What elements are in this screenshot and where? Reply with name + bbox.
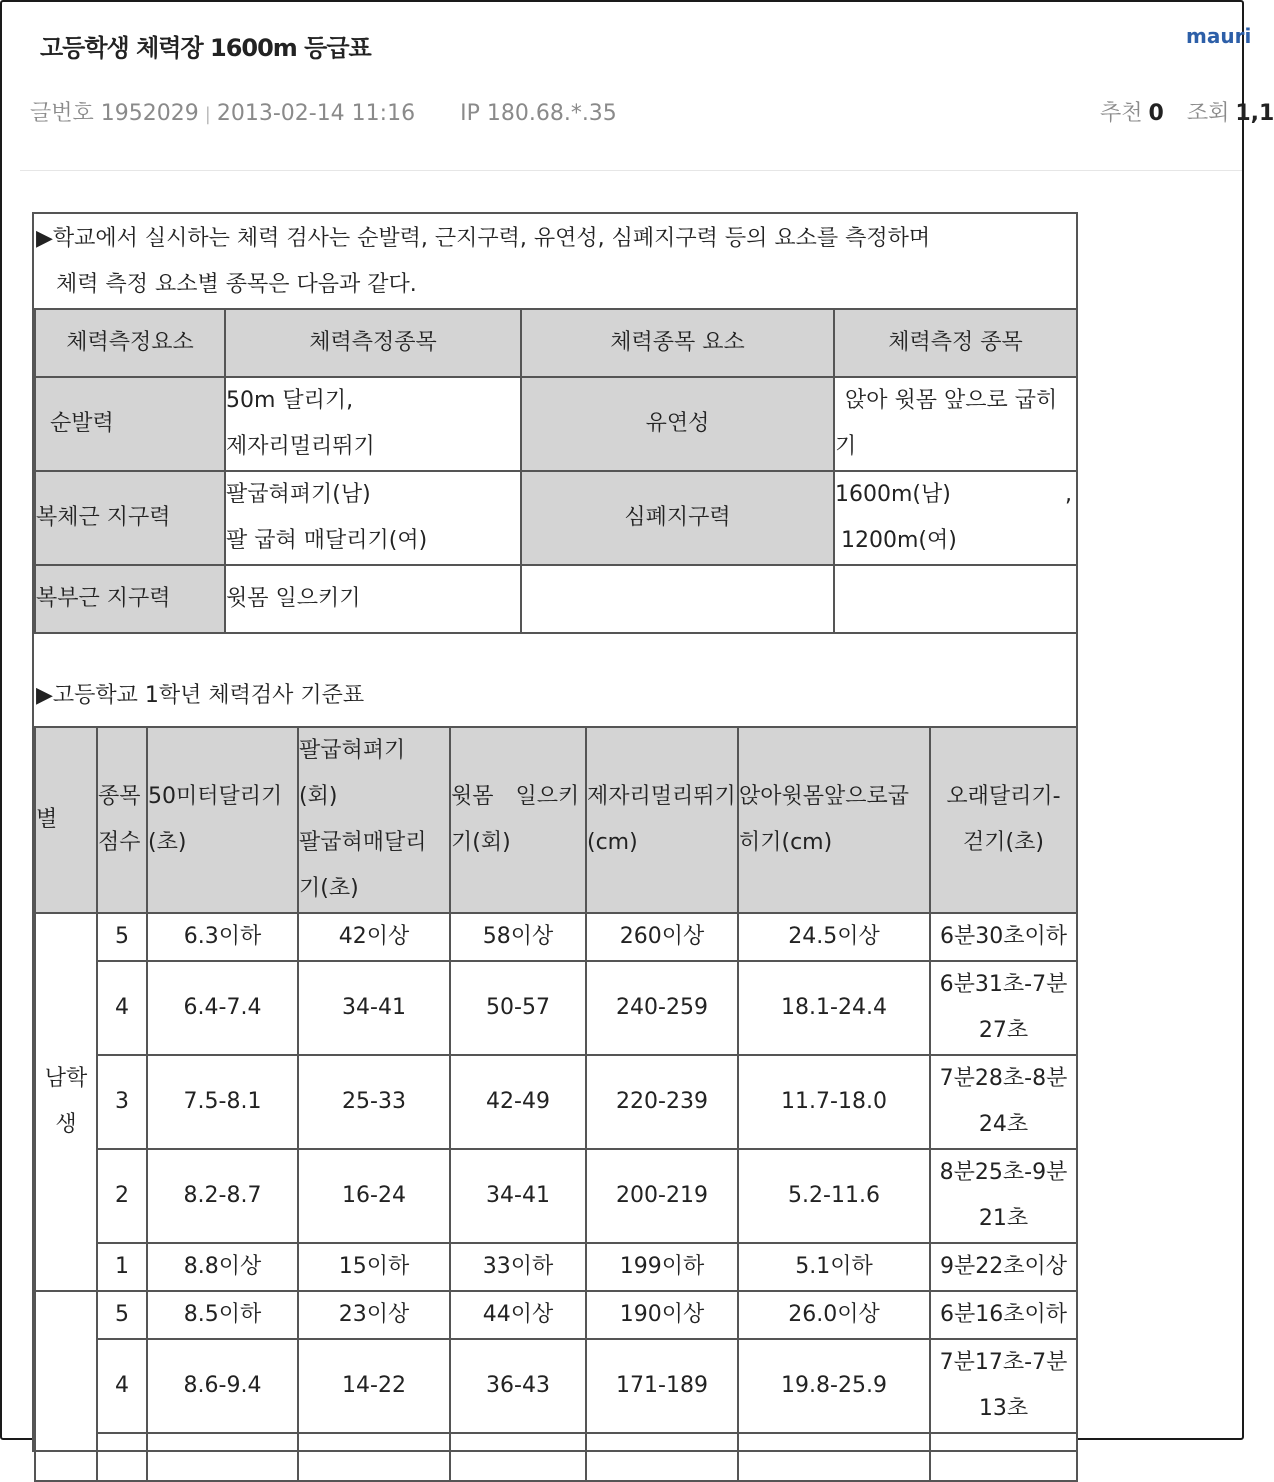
intro-line-1: ▶학교에서 실시하는 체력 검사는 순발력, 근지구력, 유연성, 심폐지구력 등의 요소를 측정하며 xyxy=(36,226,931,251)
intro-line-2: 체력 측정 요소별 종목은 다음과 같다. xyxy=(56,272,417,297)
recommend-count: 0 xyxy=(1148,101,1164,126)
item-line: 팔굽혀펴기(남) xyxy=(226,482,371,507)
intro-text xyxy=(36,216,1076,308)
value-cell: 42이상 xyxy=(298,913,450,961)
header-divider xyxy=(20,170,1242,171)
header-cell: 체력종목 요소 xyxy=(521,309,834,377)
value-cell xyxy=(930,1339,1077,1433)
header-line: 팔굽혀매달리 xyxy=(299,830,427,855)
value-cell: 33이하 xyxy=(450,1243,586,1291)
value-cell: 9분22초이상 xyxy=(930,1243,1077,1291)
value-cell: 190이상 xyxy=(586,1291,738,1339)
value-cell: 260이상 xyxy=(586,913,738,961)
post-meta xyxy=(30,96,617,127)
item-line: 기 xyxy=(835,434,857,459)
grade-table xyxy=(34,726,1078,1482)
gender-header: 별 xyxy=(35,727,97,913)
table-header-row xyxy=(35,309,1077,377)
value-cell: 58이상 xyxy=(450,913,586,961)
value-cell: 6.3이하 xyxy=(147,913,298,961)
value-cell: 23이상 xyxy=(298,1291,450,1339)
value-cell xyxy=(930,1149,1077,1243)
run50-header: 50미터달리기(초) xyxy=(147,727,298,913)
grade-header-row xyxy=(35,727,1077,913)
table-row xyxy=(35,1243,1077,1291)
score-cell: 4 xyxy=(97,1339,147,1433)
header-line: 오래달리기- xyxy=(946,784,1061,809)
value-cell: 34-41 xyxy=(450,1149,586,1243)
table-row xyxy=(35,565,1077,633)
item-line: 제자리멀리뛰기 xyxy=(226,434,375,459)
post-number-label: 글번호 xyxy=(30,101,94,126)
value-line: 13초 xyxy=(978,1396,1029,1421)
value-cell: 44이상 xyxy=(450,1291,586,1339)
views-count: 1,1 xyxy=(1235,101,1274,126)
value-cell xyxy=(147,1433,298,1481)
value-cell: 8.2-8.7 xyxy=(147,1149,298,1243)
table-row xyxy=(35,1433,1077,1481)
situp-header xyxy=(450,727,586,913)
table-row xyxy=(35,913,1077,961)
value-cell: 171-189 xyxy=(586,1339,738,1433)
table-row xyxy=(35,1291,1077,1339)
value-cell xyxy=(738,1433,930,1481)
element-cell: 복체근 지구력 xyxy=(35,471,225,565)
value-line: 27초 xyxy=(978,1018,1029,1043)
value-cell xyxy=(586,1433,738,1481)
item-line: 50m 달리기, xyxy=(226,388,354,413)
value-line: 6분31초-7분 xyxy=(939,972,1068,997)
value-cell: 220-239 xyxy=(586,1055,738,1149)
value-cell: 6.4-7.4 xyxy=(147,961,298,1055)
element-cell: 복부근 지구력 xyxy=(35,565,225,633)
header-line: 윗몸 일으키 xyxy=(451,784,580,809)
element-cell xyxy=(521,565,834,633)
ip-label: IP xyxy=(460,101,480,126)
header-line: 팔굽혀펴기 xyxy=(299,738,406,763)
score-cell: 5 xyxy=(97,1291,147,1339)
value-cell: 240-259 xyxy=(586,961,738,1055)
item-cell xyxy=(834,377,1077,471)
element-cell: 순발력 xyxy=(35,377,225,471)
header-cell: 체력측정 종목 xyxy=(834,309,1077,377)
value-cell: 5.2-11.6 xyxy=(738,1149,930,1243)
value-cell: 199이하 xyxy=(586,1243,738,1291)
value-cell xyxy=(930,1055,1077,1149)
element-cell: 심폐지구력 xyxy=(521,471,834,565)
value-cell xyxy=(450,1433,586,1481)
table-row xyxy=(35,377,1077,471)
ip-address: 180.68.*.35 xyxy=(486,101,617,126)
value-line: 7분17초-7분 xyxy=(939,1350,1068,1375)
value-cell: 11.7-18.0 xyxy=(738,1055,930,1149)
value-cell: 19.8-25.9 xyxy=(738,1339,930,1433)
header-cell: 체력측정종목 xyxy=(225,309,521,377)
value-cell: 6분30초이하 xyxy=(930,913,1077,961)
item-text: 1600m(남) xyxy=(835,482,951,507)
brand-logo[interactable]: mauri xyxy=(1186,24,1252,48)
grade-table-title: ▶고등학교 1학년 체력검사 기준표 xyxy=(36,683,365,708)
pushup-header xyxy=(298,727,450,913)
value-cell: 36-43 xyxy=(450,1339,586,1433)
value-cell: 14-22 xyxy=(298,1339,450,1433)
value-line: 21초 xyxy=(978,1206,1029,1231)
content-sheet xyxy=(32,212,1078,1452)
post-number: 1952029 xyxy=(100,101,199,126)
score-cell: 4 xyxy=(97,961,147,1055)
jump-header: 제자리멀리뛰기 (cm) xyxy=(586,727,738,913)
item-cell xyxy=(834,565,1077,633)
value-line: 24초 xyxy=(978,1112,1029,1137)
table-row xyxy=(35,961,1077,1055)
value-cell: 6분16초이하 xyxy=(930,1291,1077,1339)
table-row xyxy=(35,1339,1077,1433)
item-cell xyxy=(834,471,1077,565)
table-row xyxy=(35,471,1077,565)
value-cell: 26.0이상 xyxy=(738,1291,930,1339)
score-cell: 5 xyxy=(97,913,147,961)
value-cell: 7.5-8.1 xyxy=(147,1055,298,1149)
value-cell: 15이하 xyxy=(298,1243,450,1291)
element-cell: 유연성 xyxy=(521,377,834,471)
value-cell xyxy=(930,961,1077,1055)
post-stats xyxy=(1100,96,1274,127)
header-line: 걷기(초) xyxy=(963,830,1044,855)
long-run-header xyxy=(930,727,1077,913)
female-label-cell xyxy=(35,1291,97,1481)
meta-separator: | xyxy=(204,104,211,125)
value-cell: 34-41 xyxy=(298,961,450,1055)
value-cell: 8.8이상 xyxy=(147,1243,298,1291)
score-cell: 1 xyxy=(97,1243,147,1291)
value-cell: 25-33 xyxy=(298,1055,450,1149)
flex-header: 앉아윗몸앞으로굽히기(cm) xyxy=(738,727,930,913)
value-cell xyxy=(930,1433,1077,1481)
item-line: 팔 굽혀 매달리기(여) xyxy=(226,528,428,553)
value-line: 7분28초-8분 xyxy=(939,1066,1068,1091)
item-line xyxy=(835,472,1076,518)
value-cell: 18.1-24.4 xyxy=(738,961,930,1055)
header-line: 기(초) xyxy=(299,876,359,901)
value-cell xyxy=(298,1433,450,1481)
value-cell: 16-24 xyxy=(298,1149,450,1243)
recommend-label: 추천 xyxy=(1100,101,1143,126)
header-line: 기(회) xyxy=(451,830,511,855)
value-line: 8분25초-9분 xyxy=(939,1160,1068,1185)
item-cell xyxy=(225,471,521,565)
item-line: 앉아 윗몸 앞으로 굽히 xyxy=(845,388,1058,413)
header-line: (회) xyxy=(299,784,338,809)
post-title: 고등학생 체력장 1600m 등급표 xyxy=(40,34,371,62)
item-cell xyxy=(225,377,521,471)
value-cell: 200-219 xyxy=(586,1149,738,1243)
value-cell: 24.5이상 xyxy=(738,913,930,961)
elements-table xyxy=(34,308,1078,634)
table-row xyxy=(35,1055,1077,1149)
item-cell: 윗몸 일으키기 xyxy=(225,565,521,633)
header-cell: 체력측정요소 xyxy=(35,309,225,377)
table-row xyxy=(35,1149,1077,1243)
value-cell xyxy=(97,1433,147,1481)
score-cell: 3 xyxy=(97,1055,147,1149)
value-cell: 50-57 xyxy=(450,961,586,1055)
score-cell: 2 xyxy=(97,1149,147,1243)
item-comma: , xyxy=(1065,482,1072,507)
value-cell: 42-49 xyxy=(450,1055,586,1149)
value-cell: 8.6-9.4 xyxy=(147,1339,298,1433)
score-header: 종목점수 xyxy=(97,727,147,913)
value-cell: 5.1이하 xyxy=(738,1243,930,1291)
item-line: 1200m(여) xyxy=(841,528,957,553)
post-datetime: 2013-02-14 11:16 xyxy=(216,101,416,126)
value-cell: 8.5이하 xyxy=(147,1291,298,1339)
views-label: 조회 xyxy=(1186,101,1230,126)
male-label-cell: 남학생 xyxy=(35,913,97,1291)
